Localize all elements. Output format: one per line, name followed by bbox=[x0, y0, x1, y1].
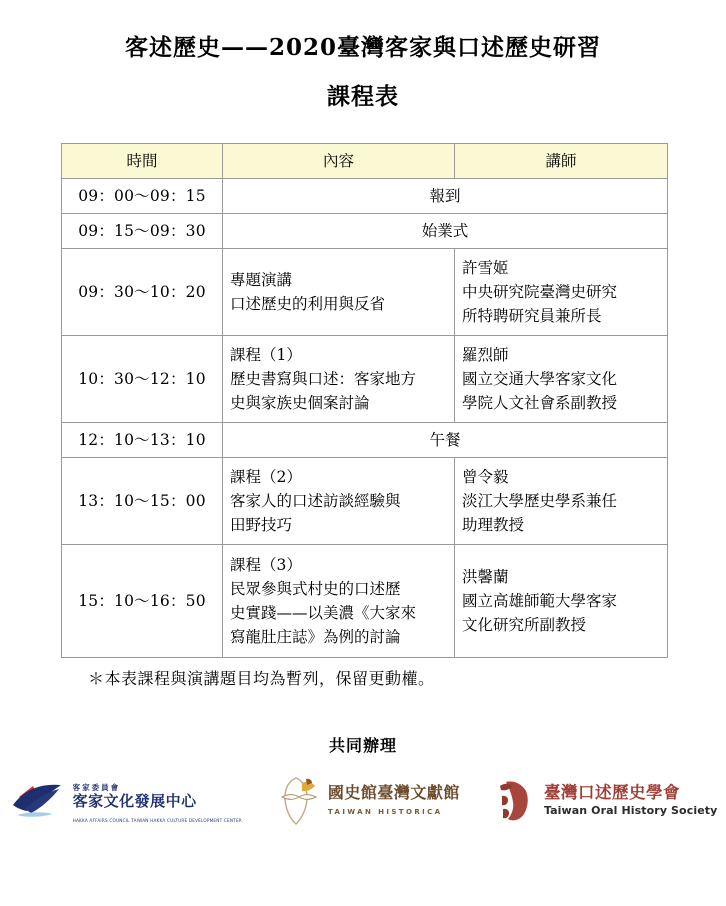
co-organizer-logos bbox=[0, 766, 726, 836]
table-row bbox=[62, 336, 668, 423]
cell-content bbox=[223, 545, 455, 658]
lecturer-line: 助理教授 bbox=[462, 516, 525, 534]
column-header-content: 內容 bbox=[223, 144, 455, 179]
lecturer-line: 國立高雄師範大學客家 bbox=[462, 591, 618, 610]
column-header-lecturer: 講師 bbox=[455, 144, 668, 179]
table-header-row bbox=[62, 144, 668, 179]
content-line: 專題演講 bbox=[230, 270, 293, 289]
taiwan-island-book-icon bbox=[276, 775, 322, 827]
cell-content bbox=[223, 336, 455, 423]
logo-text bbox=[328, 785, 460, 817]
content-line: 客家人的口述訪談經驗與 bbox=[230, 491, 401, 510]
logo-line-2: TAIWAN HISTORICA bbox=[327, 808, 443, 816]
cell-time: 12：10～13：10 bbox=[62, 423, 223, 458]
content-line: 寫龍肚庄誌》為例的討論 bbox=[230, 628, 401, 647]
content-line: 史與家族史個案討論 bbox=[230, 394, 370, 412]
logo-taiwan-oral-history-society bbox=[494, 778, 717, 824]
logo-line-1: 臺灣口述歷史學會 bbox=[543, 782, 680, 802]
table-row bbox=[62, 179, 668, 214]
cell-time: 09：15～09：30 bbox=[62, 214, 223, 249]
logo-line-1: 客家委員會 bbox=[72, 783, 121, 792]
lecturer-line: 許雪姬 bbox=[462, 258, 509, 277]
cell-content bbox=[223, 249, 455, 336]
lecturer-line: 中央研究院臺灣史研究 bbox=[462, 282, 618, 301]
cell-lecturer bbox=[455, 249, 668, 336]
lecturer-line: 洪馨蘭 bbox=[462, 567, 509, 586]
hakka-swoosh-icon bbox=[9, 781, 67, 821]
title-line-1: 客述歷史——2020臺灣客家與口述歷史研習 bbox=[124, 34, 601, 61]
content-line: 田野技巧 bbox=[230, 516, 293, 534]
schedule-table bbox=[61, 143, 668, 658]
cell-time: 15：10～16：50 bbox=[62, 545, 223, 658]
content-line: 課程（3） bbox=[230, 555, 302, 574]
logo-text bbox=[73, 777, 242, 825]
logo-taiwan-historica bbox=[276, 775, 460, 827]
cell-lecturer bbox=[455, 458, 668, 545]
table-row bbox=[62, 423, 668, 458]
schedule-table-container bbox=[61, 143, 667, 658]
content-line: 歷史書寫與口述：客家地方 bbox=[230, 369, 417, 388]
cell-content bbox=[223, 458, 455, 545]
logo-line-2: Taiwan Oral History Society bbox=[543, 804, 718, 818]
content-line: 課程（1） bbox=[230, 345, 302, 364]
cell-lecturer bbox=[455, 545, 668, 658]
cell-time: 09：30～10：20 bbox=[62, 249, 223, 336]
cell-time: 13：10～15：00 bbox=[62, 458, 223, 545]
cell-lecturer bbox=[455, 336, 668, 423]
title-line-2: 課程表 bbox=[327, 83, 399, 110]
cell-time: 10：30～12：10 bbox=[62, 336, 223, 423]
oral-history-mark-icon bbox=[494, 778, 538, 824]
logo-line-1: 國史館臺灣文獻館 bbox=[327, 783, 460, 802]
content-line: 口述歷史的利用與反省 bbox=[230, 295, 386, 313]
lecturer-line: 曾令毅 bbox=[462, 467, 509, 486]
lecturer-line: 文化研究所副教授 bbox=[462, 616, 587, 634]
content-line: 史實踐——以美濃《大家來 bbox=[230, 604, 417, 622]
logo-hakka-culture-development-center bbox=[9, 777, 242, 825]
logo-text bbox=[543, 782, 718, 818]
table-row bbox=[62, 458, 668, 545]
lecturer-line: 所特聘研究員兼所長 bbox=[462, 307, 602, 325]
lecturer-line: 羅烈師 bbox=[462, 345, 509, 364]
cell-merged-activity: 報到 bbox=[223, 179, 668, 214]
cell-time: 09：00～09：15 bbox=[62, 179, 223, 214]
table-row bbox=[62, 545, 668, 658]
table-row bbox=[62, 249, 668, 336]
content-line: 民眾參與式村史的口述歷 bbox=[230, 579, 401, 598]
logo-line-3: HAKKA AFFAIRS COUNCIL TAIWAN HAKKA CULTURE DEVELOPMENT CENTER bbox=[72, 818, 242, 823]
lecturer-line: 淡江大學歷史學系兼任 bbox=[462, 491, 618, 510]
content-line: 課程（2） bbox=[230, 467, 302, 486]
lecturer-line: 學院人文社會系副教授 bbox=[462, 394, 618, 412]
page-title bbox=[0, 0, 726, 108]
lecturer-line: 國立交通大學客家文化 bbox=[462, 369, 618, 388]
logo-line-2: 客家文化發展中心 bbox=[72, 792, 197, 810]
footnote-text: ＊本表課程與演講題目均為暫列，保留更動權。 bbox=[88, 669, 435, 688]
co-organizers-label: 共同辦理 bbox=[328, 736, 397, 755]
cell-merged-activity: 午餐 bbox=[223, 423, 668, 458]
table-row bbox=[62, 214, 668, 249]
cell-merged-activity: 始業式 bbox=[223, 214, 668, 249]
column-header-time: 時間 bbox=[62, 144, 223, 179]
